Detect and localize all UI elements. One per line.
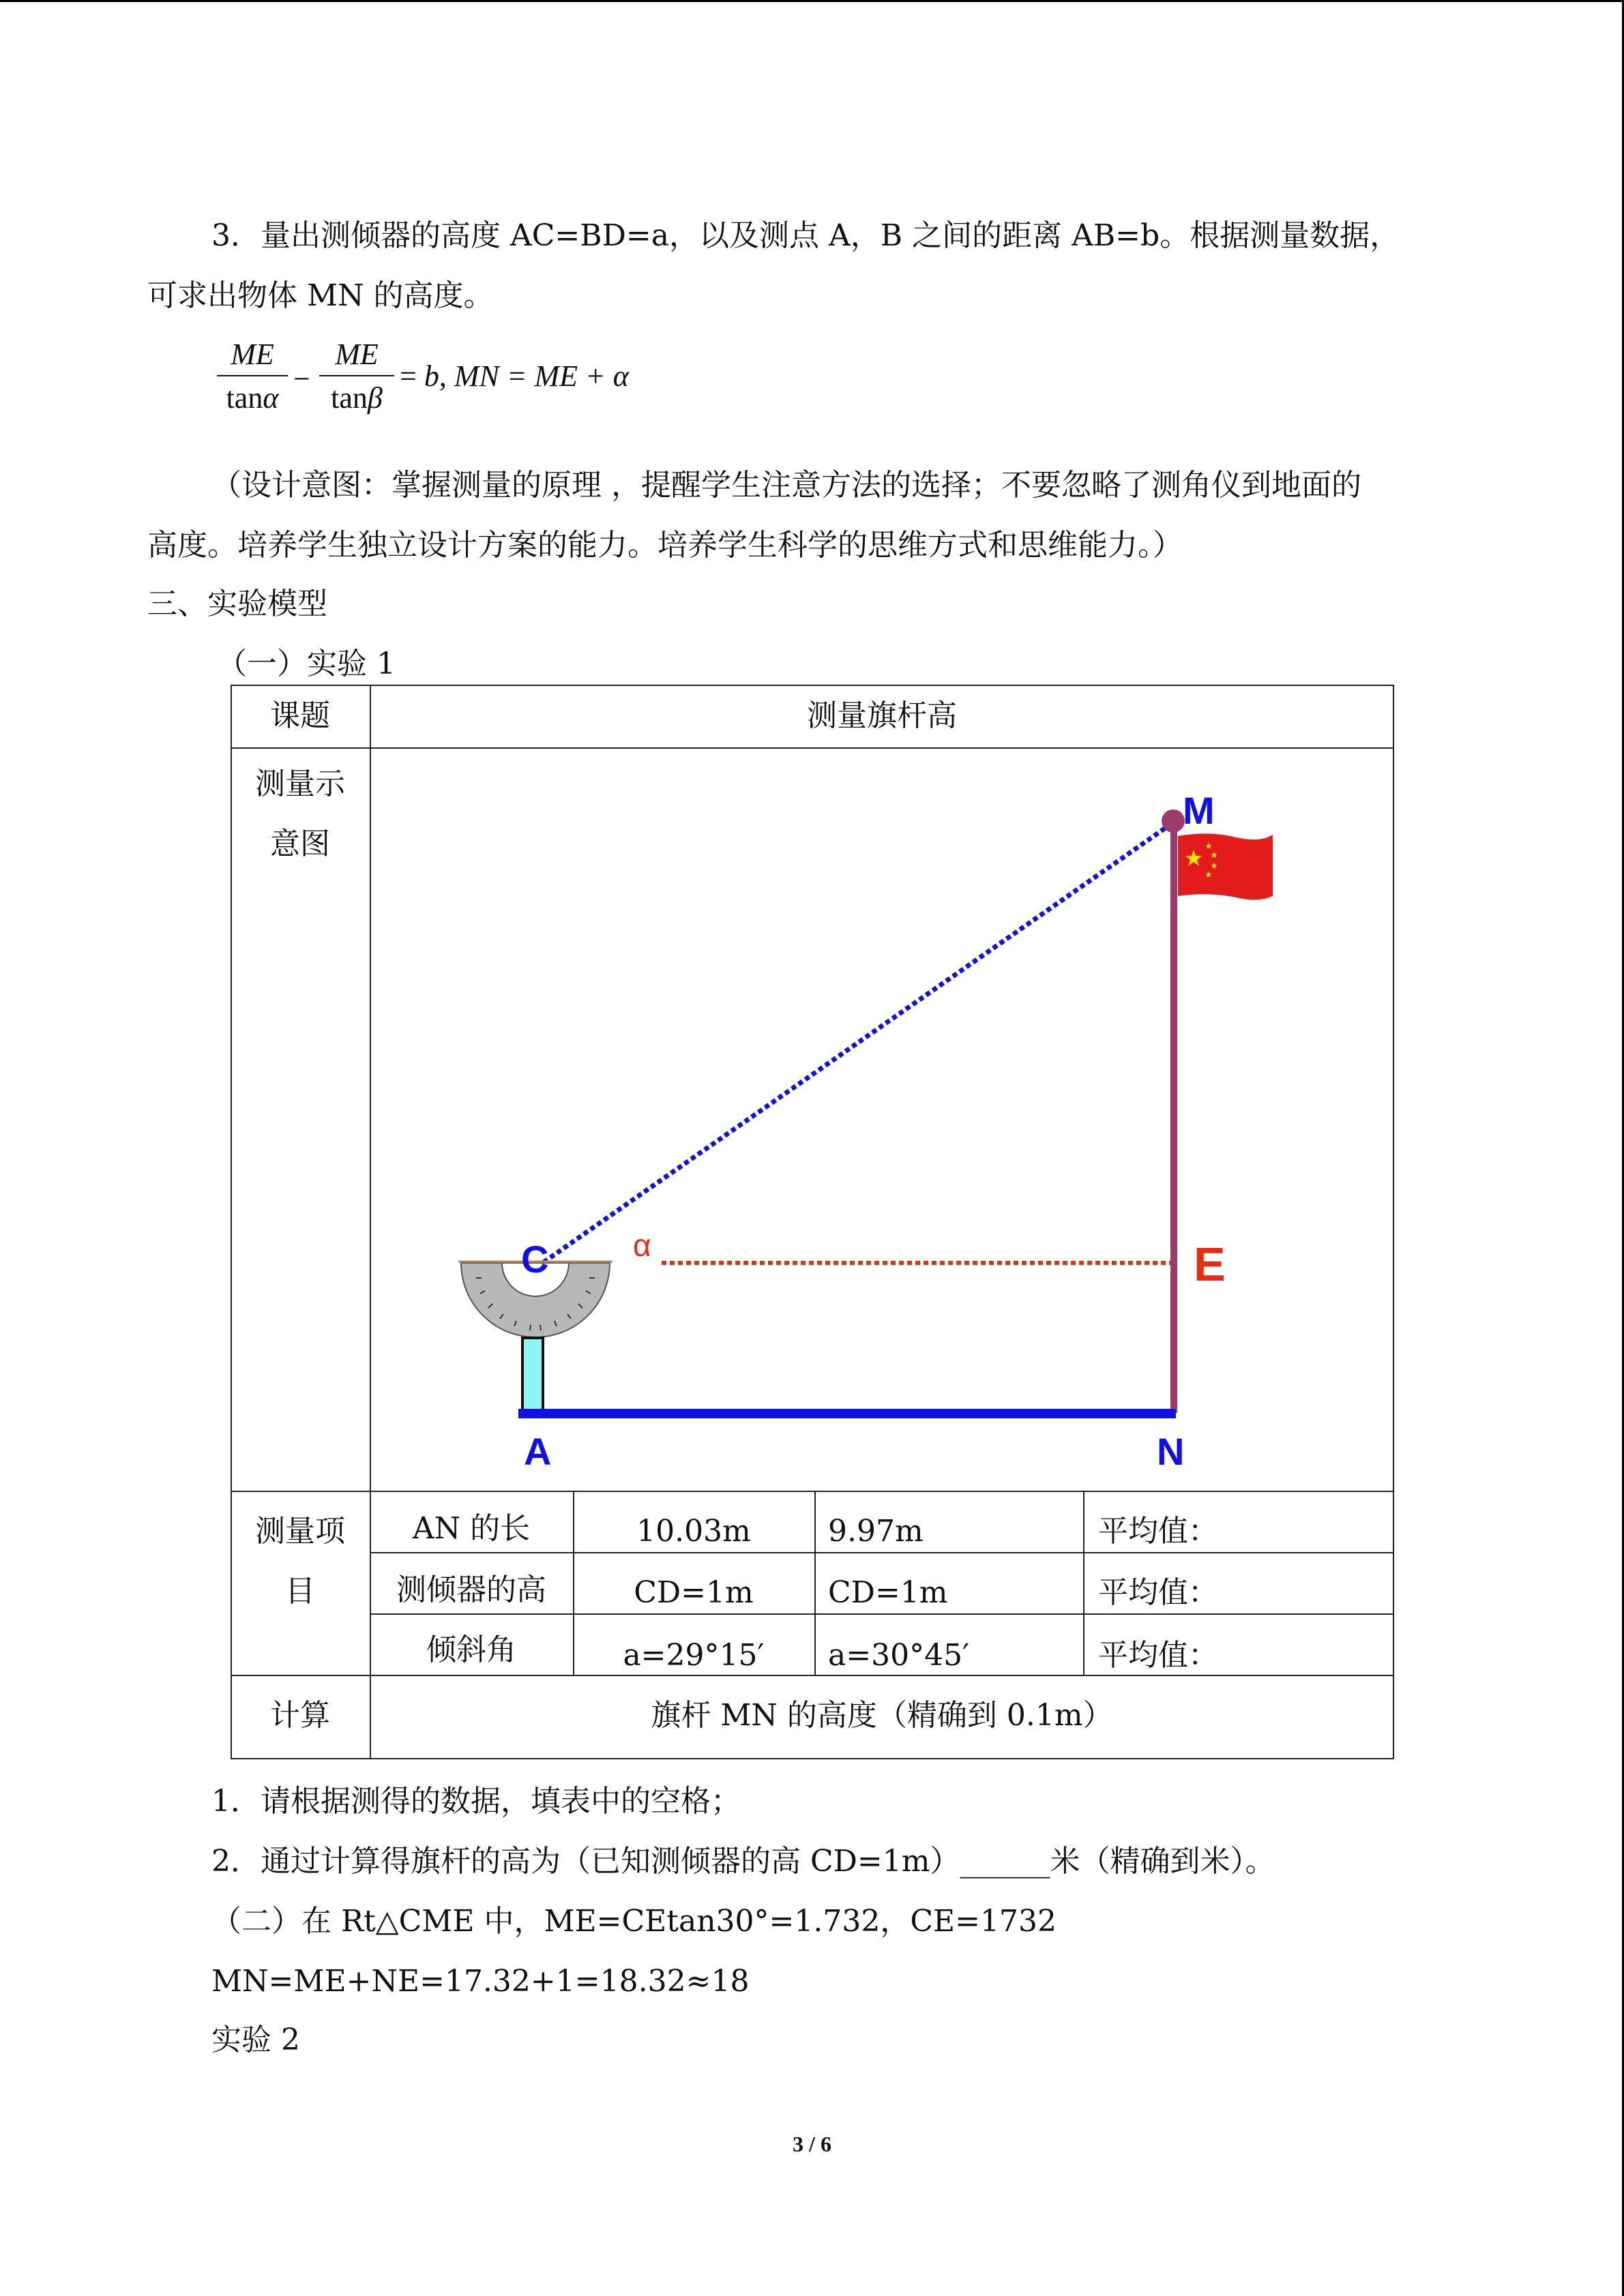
table-line xyxy=(231,1675,1394,1676)
diagram-label-1: 测量示 xyxy=(255,766,345,801)
var-b: b xyxy=(424,359,439,393)
fraction-1-bar xyxy=(217,375,288,376)
page-number: 3 / 6 xyxy=(793,2132,831,2156)
topic-value: 测量旗杆高 xyxy=(807,698,957,733)
experiment2-title: 实验 2 xyxy=(211,2023,300,2057)
page-top-border xyxy=(0,0,1624,2)
items-label-1: 测量项 xyxy=(255,1514,345,1549)
design-intent-line2: 高度。培养学生独立设计方案的能力。培养学生科学的思维方式和思维能力。） xyxy=(147,528,1183,563)
row1-average: 平均值： xyxy=(1098,1514,1218,1549)
step3-line1: 3．量出测倾器的高度 AC=BD=a，以及测点 A，B 之间的距离 AB=b。根据测量数据， xyxy=(211,218,1400,253)
sight-line-to-top xyxy=(544,824,1170,1262)
table-line xyxy=(370,1552,1394,1553)
calc-label: 计算 xyxy=(270,1698,330,1733)
comma: , xyxy=(439,359,454,393)
row2-value2: CD=1m xyxy=(828,1575,948,1610)
section3-title: 三、实验模型 xyxy=(147,586,327,621)
label-c: C xyxy=(521,1238,549,1281)
flag xyxy=(1178,833,1273,899)
fraction-1-denominator xyxy=(217,378,288,419)
label-a: A xyxy=(524,1430,552,1473)
table-line xyxy=(231,1758,1394,1759)
row2-average: 平均值： xyxy=(1098,1575,1218,1610)
table-line xyxy=(1083,1491,1084,1675)
label-n: N xyxy=(1157,1430,1185,1473)
var-beta: β xyxy=(367,381,383,415)
row2-value1: CD=1m xyxy=(634,1575,754,1610)
exp1-title: （一）实验 1 xyxy=(217,646,396,681)
diagram-label-2: 意图 xyxy=(270,826,330,861)
fn-tan: tan xyxy=(331,381,368,415)
mn-expression: MN = ME + α xyxy=(454,359,629,393)
label-e: E xyxy=(1194,1238,1226,1291)
fraction-2-bar xyxy=(319,375,394,376)
items-label-2: 目 xyxy=(285,1574,315,1609)
table-line xyxy=(1393,685,1394,1759)
formula-rest xyxy=(400,359,629,393)
fn-tan: tan xyxy=(226,381,263,415)
row3-value1: a=29°15′ xyxy=(623,1638,765,1673)
row3-name: 倾斜角 xyxy=(426,1632,516,1667)
fraction-1-numerator: ME xyxy=(231,338,274,371)
measurement-diagram xyxy=(371,747,1393,1489)
row2-name: 测倾器的高 xyxy=(396,1572,546,1607)
table-line xyxy=(814,1491,816,1675)
formula xyxy=(217,336,681,424)
topic-label: 课题 xyxy=(270,698,330,733)
solution-line1: （二）在 Rt△CME 中，ME=CEtan30°=1.732，CE=1732 xyxy=(211,1904,1057,1939)
row1-value1: 10.03m xyxy=(636,1514,751,1549)
fraction-2 xyxy=(319,336,394,419)
var-alpha: α xyxy=(263,381,279,415)
label-m: M xyxy=(1183,789,1215,832)
row1-value2: 9.97m xyxy=(828,1514,924,1549)
flagpole-top xyxy=(1162,809,1185,833)
flagpole xyxy=(1170,822,1177,1413)
fraction-2-denominator xyxy=(319,378,394,419)
row3-average: 平均值： xyxy=(1098,1638,1218,1673)
step3-line2: 可求出物体 MN 的高度。 xyxy=(147,278,494,313)
question-2: 2．通过计算得旗杆的高为（已知测倾器的高 CD=1m）______米（精确到米）。 xyxy=(211,1844,1275,1879)
ground-line-an xyxy=(518,1409,1176,1418)
design-intent-line1: （设计意图：掌握测量的原理 ，提醒学生注意方法的选择；不要忽略了测角仪到地面的 xyxy=(211,468,1361,503)
calc-value: 旗杆 MN 的高度（精确到 0.1m） xyxy=(651,1698,1113,1733)
solution-line2: MN=ME+NE=17.32+1=18.32≈18 xyxy=(211,1964,750,1999)
equals: = xyxy=(400,359,424,393)
row3-value2: a=30°45′ xyxy=(828,1638,970,1673)
fraction-1 xyxy=(217,336,288,419)
question-1: 1．请根据测得的数据，填表中的空格； xyxy=(211,1784,741,1819)
experiment1-table xyxy=(231,685,1394,1759)
row1-name: AN 的长 xyxy=(412,1511,531,1546)
fraction-2-numerator: ME xyxy=(335,338,379,371)
table-line xyxy=(370,1613,1394,1615)
instrument-stand xyxy=(522,1338,543,1410)
table-line xyxy=(231,1491,1394,1492)
label-alpha: α xyxy=(633,1227,651,1263)
table-line xyxy=(231,685,1394,686)
minus-sign: − xyxy=(293,362,310,396)
